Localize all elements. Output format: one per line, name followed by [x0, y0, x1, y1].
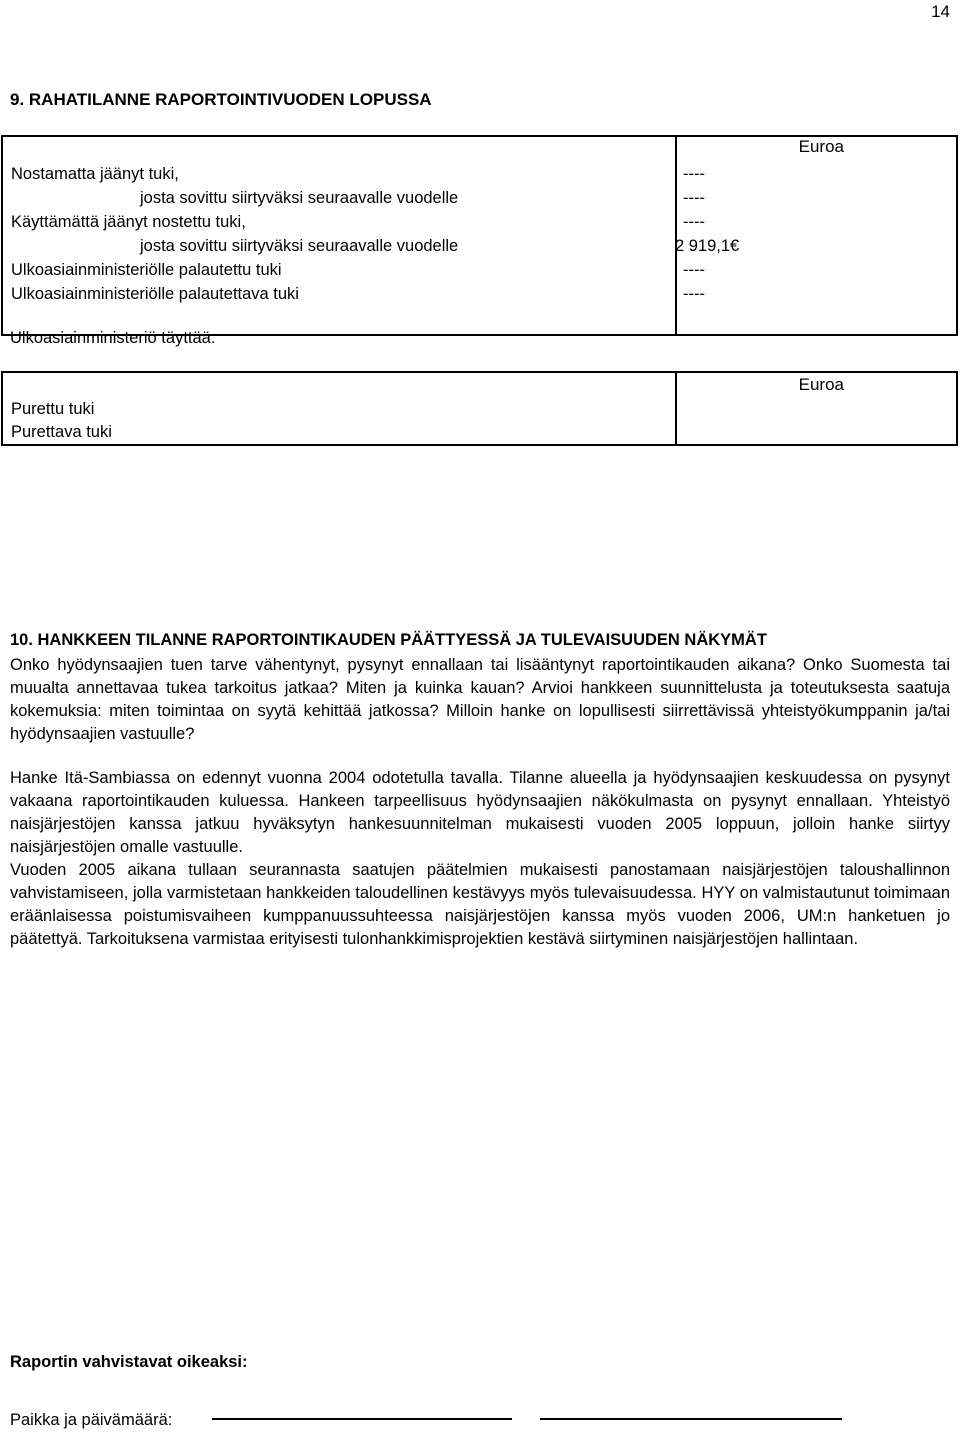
ministry-row-label: Purettu tuki: [11, 400, 95, 418]
cash-row-label: Käyttämättä jäänyt nostettu tuki,: [11, 213, 246, 231]
cash-row-value: 2 919,1€: [675, 237, 740, 255]
cash-row-value: ----: [683, 189, 705, 207]
cash-table-header-blank: [2, 136, 676, 162]
signature-heading: Raportin vahvistavat oikeaksi:: [10, 1353, 248, 1371]
cash-row-label: Nostamatta jäänyt tuki,: [11, 165, 179, 183]
ministry-table: [1, 371, 958, 446]
ministry-table-euro-header: Euroa: [676, 372, 957, 398]
ministry-table-euro-column: [676, 398, 957, 445]
section-9-title: 9. RAHATILANNE RAPORTOINTIVUODEN LOPUSSA: [10, 90, 432, 109]
cash-row: [3, 210, 705, 234]
cash-status-table: [1, 135, 958, 336]
cash-row-value: ----: [683, 213, 705, 231]
section-10-paragraph-2: Vuoden 2005 aikana tullaan seurannasta saatujen päätelmien mukaisesti panostamaan naisjärjestöjen taloushallinnon vahvistamiseen, jolla varmistetaan hankkeiden taloudellinen kestävyys myös tulevaisuudessa. HYY on valmistautunut toimimaan eräänlaisessa poistumisvaiheen kumppanuussuhteessa naisjärjestöjen kanssa myös vuoden 2006, UM:n hanketuen jo päätettyä. Tarkoituksena varmistaa erityisesti tulonhankkimisprojektien kestävä siirtyminen naisjärjestöjen hallintaan.: [10, 861, 950, 948]
signature-input-line[interactable]: [540, 1418, 842, 1420]
page-number: 14: [931, 2, 950, 21]
cash-row: [3, 186, 705, 210]
cash-row-value: ----: [683, 261, 705, 279]
cash-row: [3, 162, 705, 186]
cash-row-label: Ulkoasiainministeriölle palautettava tuki: [11, 285, 299, 303]
place-date-label: Paikka ja päivämäärä:: [10, 1411, 173, 1429]
ministry-row-label: Purettava tuki: [11, 423, 112, 441]
ministry-fill-note: Ulkoasiainministeriö täyttää:: [10, 329, 216, 347]
cash-row: [3, 258, 705, 282]
place-date-input-line[interactable]: [212, 1418, 512, 1420]
cash-row-value: ----: [683, 285, 705, 303]
ministry-table-rows: [2, 398, 676, 445]
section-10-questions: Onko hyödynsaajien tuen tarve vähentynyt, pysynyt ennallaan tai lisääntynyt raportointikauden aikana? Onko Suomesta tai muualta annettavaa tukea tarkoitus jatkaa? Miten ja kuinka kauan? Arvioi hankkeen suunnittelusta ja toteutuksesta saatuja kokemuksia: miten toimintaa on syytä kehittää jatkossa? Milloin hanke on lopullisesti siirrettävissä yhteistyökumppanin ja/tai hyödynsaajien vastuulle?: [10, 656, 950, 743]
section-10-title: 10. HANKKEEN TILANNE RAPORTOINTIKAUDEN PÄÄTTYESSÄ JA TULEVAISUUDEN NÄKYMÄT: [10, 631, 767, 649]
cash-row: [3, 234, 740, 258]
section-10-paragraph-1: Hanke Itä-Sambiassa on edennyt vuonna 2004 odotetulla tavalla. Tilanne alueella ja hyödynsaajien keskuudessa on pysynyt vakaana raportointikauden kuluessa. Hankeen tarpeellisuus hyödynsaajien näkökulmasta on pysynyt ennallaan. Yhteistyö naisjärjestöjen kanssa jatkuu hyväksytyn hankesuunnitelman mukaisesti vuoden 2005 loppuun, jolloin hanke siirtyy naisjärjestöjen omalle vastuulle.: [10, 769, 950, 856]
cash-row-value: ----: [683, 165, 705, 183]
cash-row-label: josta sovittu siirtyväksi seuraavalle vuodelle: [140, 237, 459, 255]
ministry-row: [3, 421, 675, 444]
cash-row: [3, 282, 705, 306]
cash-table-euro-header: Euroa: [676, 136, 957, 162]
cash-row-label: josta sovittu siirtyväksi seuraavalle vuodelle: [140, 189, 459, 207]
cash-table-rows: [2, 162, 740, 335]
ministry-table-header-blank: [2, 372, 676, 398]
ministry-row: [3, 398, 675, 421]
cash-row-label: Ulkoasiainministeriölle palautettu tuki: [11, 261, 282, 279]
